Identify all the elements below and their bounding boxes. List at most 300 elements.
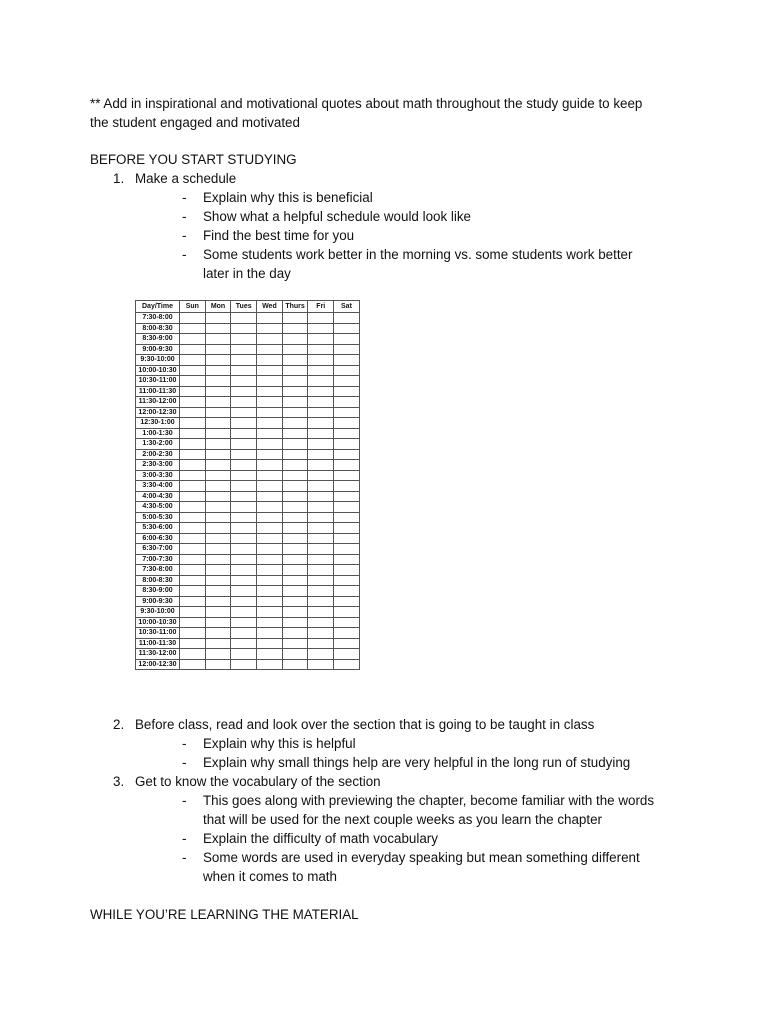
schedule-empty-cell [308, 407, 334, 418]
schedule-empty-cell [205, 376, 231, 387]
schedule-empty-cell [205, 649, 231, 660]
schedule-time-cell: 4:00-4:30 [136, 491, 180, 502]
bullet-dash: - [182, 190, 187, 205]
item-1-bullet-4-cont: later in the day [203, 266, 291, 281]
schedule-empty-cell [257, 502, 283, 513]
schedule-empty-cell [308, 649, 334, 660]
schedule-empty-cell [231, 397, 257, 408]
schedule-time-cell: 6:30-7:00 [136, 544, 180, 555]
schedule-empty-cell [257, 428, 283, 439]
schedule-empty-cell [257, 323, 283, 334]
schedule-empty-cell [282, 365, 308, 376]
schedule-time-cell: 11:30-12:00 [136, 397, 180, 408]
schedule-empty-cell [180, 544, 206, 555]
schedule-empty-cell [180, 502, 206, 513]
schedule-time-cell: 9:30-10:00 [136, 355, 180, 366]
schedule-header-cell: Mon [205, 301, 231, 313]
schedule-empty-cell [180, 460, 206, 471]
schedule-empty-cell [282, 607, 308, 618]
schedule-empty-cell [257, 617, 283, 628]
schedule-empty-cell [308, 313, 334, 324]
schedule-empty-cell [308, 323, 334, 334]
schedule-empty-cell [180, 533, 206, 544]
table-row [136, 575, 360, 586]
table-row [136, 323, 360, 334]
schedule-empty-cell [334, 491, 360, 502]
schedule-header-cell: Day/Time [136, 301, 180, 313]
schedule-empty-cell [231, 544, 257, 555]
schedule-empty-cell [308, 512, 334, 523]
table-row [136, 596, 360, 607]
schedule-time-cell: 8:30-9:00 [136, 334, 180, 345]
schedule-empty-cell [308, 544, 334, 555]
schedule-empty-cell [282, 376, 308, 387]
schedule-time-cell: 1:00-1:30 [136, 428, 180, 439]
table-row [136, 397, 360, 408]
schedule-empty-cell [308, 365, 334, 376]
table-row [136, 491, 360, 502]
schedule-empty-cell [282, 659, 308, 670]
schedule-time-cell: 1:30-2:00 [136, 439, 180, 450]
schedule-empty-cell [334, 313, 360, 324]
schedule-time-cell: 7:30-8:00 [136, 565, 180, 576]
schedule-empty-cell [205, 407, 231, 418]
schedule-empty-cell [205, 512, 231, 523]
item-3-bullet-3-cont: when it comes to math [203, 869, 337, 884]
schedule-empty-cell [334, 659, 360, 670]
schedule-empty-cell [180, 365, 206, 376]
schedule-time-cell: 8:00-8:30 [136, 323, 180, 334]
schedule-empty-cell [308, 481, 334, 492]
schedule-empty-cell [257, 565, 283, 576]
schedule-empty-cell [205, 533, 231, 544]
schedule-empty-cell [282, 481, 308, 492]
schedule-empty-cell [334, 344, 360, 355]
schedule-empty-cell [205, 344, 231, 355]
schedule-empty-cell [308, 575, 334, 586]
schedule-empty-cell [180, 554, 206, 565]
schedule-empty-cell [180, 596, 206, 607]
schedule-empty-cell [334, 544, 360, 555]
schedule-empty-cell [257, 523, 283, 534]
schedule-empty-cell [231, 596, 257, 607]
schedule-empty-cell [205, 460, 231, 471]
schedule-time-cell: 12:30-1:00 [136, 418, 180, 429]
schedule-time-cell: 9:00-9:30 [136, 344, 180, 355]
schedule-empty-cell [231, 407, 257, 418]
schedule-empty-cell [334, 334, 360, 345]
table-row [136, 659, 360, 670]
schedule-empty-cell [205, 355, 231, 366]
schedule-empty-cell [180, 334, 206, 345]
schedule-empty-cell [180, 344, 206, 355]
schedule-empty-cell [282, 313, 308, 324]
table-row [136, 470, 360, 481]
schedule-empty-cell [231, 502, 257, 513]
schedule-empty-cell [334, 628, 360, 639]
item-2-bullet-2: Explain why small things help are very helpful in the long run of studying [203, 755, 631, 770]
schedule-empty-cell [334, 460, 360, 471]
schedule-empty-cell [180, 659, 206, 670]
schedule-empty-cell [180, 481, 206, 492]
item-1-bullet-1: Explain why this is beneficial [203, 190, 373, 205]
schedule-empty-cell [282, 323, 308, 334]
schedule-empty-cell [205, 554, 231, 565]
bullet-dash: - [182, 831, 187, 846]
schedule-empty-cell [282, 386, 308, 397]
schedule-empty-cell [205, 565, 231, 576]
table-row [136, 554, 360, 565]
schedule-empty-cell [231, 586, 257, 597]
schedule-empty-cell [180, 428, 206, 439]
schedule-time-cell: 2:00-2:30 [136, 449, 180, 460]
table-row [136, 386, 360, 397]
schedule-empty-cell [282, 502, 308, 513]
schedule-header-cell: Sun [180, 301, 206, 313]
schedule-time-cell: 11:00-11:30 [136, 386, 180, 397]
schedule-empty-cell [257, 575, 283, 586]
schedule-empty-cell [257, 449, 283, 460]
schedule-time-cell: 8:00-8:30 [136, 575, 180, 586]
table-row [136, 439, 360, 450]
schedule-empty-cell [180, 649, 206, 660]
schedule-empty-cell [308, 428, 334, 439]
item-2-bullet-1: Explain why this is helpful [203, 736, 356, 751]
schedule-empty-cell [180, 449, 206, 460]
schedule-empty-cell [334, 512, 360, 523]
schedule-empty-cell [308, 397, 334, 408]
schedule-empty-cell [334, 407, 360, 418]
schedule-empty-cell [308, 502, 334, 513]
schedule-empty-cell [282, 523, 308, 534]
schedule-empty-cell [231, 323, 257, 334]
schedule-empty-cell [257, 355, 283, 366]
schedule-empty-cell [257, 544, 283, 555]
bullet-dash: - [182, 247, 187, 262]
schedule-time-cell: 7:00-7:30 [136, 554, 180, 565]
schedule-empty-cell [231, 376, 257, 387]
table-row [136, 334, 360, 345]
schedule-empty-cell [308, 376, 334, 387]
schedule-time-cell: 11:00-11:30 [136, 638, 180, 649]
schedule-empty-cell [334, 323, 360, 334]
intro-line-2: the student engaged and motivated [90, 115, 300, 130]
schedule-empty-cell [257, 481, 283, 492]
schedule-empty-cell [231, 365, 257, 376]
section-heading-before-studying: BEFORE YOU START STUDYING [90, 152, 297, 167]
schedule-empty-cell [180, 313, 206, 324]
schedule-empty-cell [257, 649, 283, 660]
schedule-empty-cell [282, 428, 308, 439]
item-1-bullet-4: Some students work better in the morning vs. some students work better [203, 247, 633, 262]
schedule-empty-cell [334, 554, 360, 565]
schedule-empty-cell [282, 586, 308, 597]
schedule-empty-cell [180, 386, 206, 397]
table-row [136, 344, 360, 355]
schedule-empty-cell [282, 596, 308, 607]
schedule-empty-cell [308, 565, 334, 576]
table-row [136, 649, 360, 660]
schedule-header-cell: Thurs [282, 301, 308, 313]
schedule-empty-cell [308, 628, 334, 639]
schedule-empty-cell [308, 523, 334, 534]
schedule-empty-cell [205, 323, 231, 334]
table-row [136, 376, 360, 387]
table-row [136, 523, 360, 534]
schedule-empty-cell [180, 397, 206, 408]
schedule-time-cell: 10:00-10:30 [136, 365, 180, 376]
schedule-empty-cell [231, 344, 257, 355]
schedule-empty-cell [257, 376, 283, 387]
schedule-empty-cell [205, 428, 231, 439]
schedule-empty-cell [282, 334, 308, 345]
schedule-empty-cell [334, 397, 360, 408]
schedule-empty-cell [334, 481, 360, 492]
item-3-text: Get to know the vocabulary of the section [135, 774, 381, 789]
schedule-empty-cell [205, 449, 231, 460]
schedule-empty-cell [180, 575, 206, 586]
schedule-empty-cell [257, 344, 283, 355]
schedule-empty-cell [180, 491, 206, 502]
schedule-header-cell: Wed [257, 301, 283, 313]
schedule-empty-cell [231, 428, 257, 439]
schedule-empty-cell [205, 502, 231, 513]
schedule-empty-cell [308, 470, 334, 481]
table-row [136, 628, 360, 639]
schedule-time-cell: 8:30-9:00 [136, 586, 180, 597]
schedule-empty-cell [231, 533, 257, 544]
item-3-bullet-2: Explain the difficulty of math vocabulary [203, 831, 438, 846]
schedule-empty-cell [180, 407, 206, 418]
schedule-time-cell: 11:30-12:00 [136, 649, 180, 660]
schedule-empty-cell [334, 428, 360, 439]
schedule-empty-cell [308, 334, 334, 345]
schedule-empty-cell [231, 575, 257, 586]
intro-line-1: ** Add in inspirational and motivational quotes about math throughout the study guide to keep [90, 96, 643, 111]
schedule-empty-cell [282, 554, 308, 565]
schedule-empty-cell [205, 607, 231, 618]
schedule-time-cell: 9:30-10:00 [136, 607, 180, 618]
schedule-empty-cell [231, 649, 257, 660]
schedule-empty-cell [180, 470, 206, 481]
schedule-empty-cell [180, 638, 206, 649]
table-row [136, 638, 360, 649]
schedule-empty-cell [334, 502, 360, 513]
schedule-empty-cell [282, 628, 308, 639]
schedule-time-cell: 12:00-12:30 [136, 659, 180, 670]
schedule-empty-cell [180, 586, 206, 597]
schedule-empty-cell [231, 554, 257, 565]
bullet-dash: - [182, 850, 187, 865]
schedule-empty-cell [205, 491, 231, 502]
schedule-empty-cell [334, 449, 360, 460]
schedule-empty-cell [334, 533, 360, 544]
schedule-empty-cell [257, 596, 283, 607]
schedule-empty-cell [231, 313, 257, 324]
schedule-empty-cell [334, 575, 360, 586]
schedule-empty-cell [282, 418, 308, 429]
schedule-time-cell: 12:00-12:30 [136, 407, 180, 418]
schedule-empty-cell [282, 449, 308, 460]
schedule-empty-cell [180, 607, 206, 618]
schedule-empty-cell [231, 607, 257, 618]
schedule-empty-cell [334, 386, 360, 397]
schedule-empty-cell [308, 449, 334, 460]
schedule-empty-cell [205, 470, 231, 481]
schedule-empty-cell [257, 397, 283, 408]
schedule-empty-cell [231, 628, 257, 639]
schedule-empty-cell [308, 554, 334, 565]
schedule-empty-cell [257, 334, 283, 345]
schedule-empty-cell [334, 617, 360, 628]
schedule-time-cell: 7:30-8:00 [136, 313, 180, 324]
schedule-empty-cell [205, 638, 231, 649]
schedule-empty-cell [180, 418, 206, 429]
table-row [136, 586, 360, 597]
schedule-empty-cell [282, 512, 308, 523]
schedule-empty-cell [282, 397, 308, 408]
schedule-empty-cell [334, 607, 360, 618]
schedule-empty-cell [180, 376, 206, 387]
schedule-time-cell: 10:30-11:00 [136, 628, 180, 639]
schedule-empty-cell [205, 586, 231, 597]
schedule-empty-cell [334, 355, 360, 366]
schedule-empty-cell [205, 596, 231, 607]
schedule-empty-cell [334, 565, 360, 576]
schedule-time-cell: 3:00-3:30 [136, 470, 180, 481]
schedule-empty-cell [205, 628, 231, 639]
schedule-empty-cell [334, 418, 360, 429]
schedule-empty-cell [180, 355, 206, 366]
schedule-empty-cell [205, 365, 231, 376]
schedule-empty-cell [282, 617, 308, 628]
schedule-header-cell: Tues [231, 301, 257, 313]
table-row [136, 617, 360, 628]
table-row [136, 313, 360, 324]
table-row [136, 428, 360, 439]
item-3-bullet-1-cont: that will be used for the next couple weeks as you learn the chapter [203, 812, 602, 827]
schedule-empty-cell [231, 386, 257, 397]
schedule-empty-cell [231, 659, 257, 670]
schedule-empty-cell [334, 470, 360, 481]
schedule-empty-cell [205, 386, 231, 397]
schedule-empty-cell [231, 355, 257, 366]
schedule-empty-cell [205, 439, 231, 450]
schedule-empty-cell [205, 334, 231, 345]
schedule-empty-cell [180, 617, 206, 628]
schedule-time-cell: 9:00-9:30 [136, 596, 180, 607]
item-2-text: Before class, read and look over the section that is going to be taught in class [135, 717, 595, 732]
table-row [136, 544, 360, 555]
schedule-empty-cell [282, 491, 308, 502]
schedule-empty-cell [282, 407, 308, 418]
schedule-empty-cell [257, 460, 283, 471]
schedule-empty-cell [308, 344, 334, 355]
schedule-empty-cell [308, 355, 334, 366]
schedule-time-cell: 6:00-6:30 [136, 533, 180, 544]
schedule-empty-cell [334, 439, 360, 450]
schedule-empty-cell [257, 512, 283, 523]
schedule-empty-cell [334, 365, 360, 376]
table-row [136, 533, 360, 544]
schedule-empty-cell [282, 638, 308, 649]
item-2-number: 2. [113, 717, 125, 732]
schedule-header-row [136, 301, 360, 313]
table-row [136, 355, 360, 366]
schedule-empty-cell [308, 533, 334, 544]
schedule-empty-cell [308, 638, 334, 649]
table-row [136, 512, 360, 523]
schedule-empty-cell [180, 523, 206, 534]
item-1-number: 1. [113, 171, 125, 186]
schedule-empty-cell [231, 334, 257, 345]
schedule-time-cell: 2:30-3:00 [136, 460, 180, 471]
schedule-empty-cell [334, 523, 360, 534]
item-1-bullet-3: Find the best time for you [203, 228, 355, 243]
schedule-empty-cell [308, 491, 334, 502]
schedule-time-cell: 3:30-4:00 [136, 481, 180, 492]
table-row [136, 607, 360, 618]
schedule-empty-cell [334, 638, 360, 649]
schedule-empty-cell [180, 565, 206, 576]
schedule-empty-cell [308, 418, 334, 429]
schedule-empty-cell [231, 512, 257, 523]
schedule-empty-cell [282, 565, 308, 576]
schedule-empty-cell [334, 586, 360, 597]
schedule-empty-cell [205, 617, 231, 628]
item-1-text: Make a schedule [135, 171, 237, 186]
schedule-empty-cell [308, 386, 334, 397]
table-row [136, 365, 360, 376]
table-row [136, 449, 360, 460]
table-row [136, 502, 360, 513]
schedule-empty-cell [308, 439, 334, 450]
schedule-empty-cell [308, 659, 334, 670]
schedule-empty-cell [282, 575, 308, 586]
schedule-empty-cell [205, 659, 231, 670]
table-row [136, 565, 360, 576]
schedule-time-cell: 10:30-11:00 [136, 376, 180, 387]
schedule-empty-cell [231, 638, 257, 649]
schedule-empty-cell [257, 586, 283, 597]
schedule-empty-cell [282, 439, 308, 450]
schedule-time-cell: 10:00-10:30 [136, 617, 180, 628]
schedule-empty-cell [257, 628, 283, 639]
item-3-number: 3. [113, 774, 125, 789]
schedule-empty-cell [282, 344, 308, 355]
schedule-empty-cell [257, 407, 283, 418]
schedule-empty-cell [231, 481, 257, 492]
schedule-empty-cell [308, 596, 334, 607]
schedule-empty-cell [231, 617, 257, 628]
schedule-empty-cell [257, 386, 283, 397]
schedule-empty-cell [257, 418, 283, 429]
schedule-empty-cell [282, 649, 308, 660]
weekly-schedule-table [135, 300, 359, 678]
bullet-dash: - [182, 209, 187, 224]
schedule-empty-cell [334, 649, 360, 660]
schedule-empty-cell [257, 470, 283, 481]
schedule-time-cell: 5:30-6:00 [136, 523, 180, 534]
bullet-dash: - [182, 736, 187, 751]
item-3-bullet-3: Some words are used in everyday speaking but mean something different [203, 850, 640, 865]
schedule-empty-cell [231, 439, 257, 450]
schedule-empty-cell [257, 439, 283, 450]
schedule-empty-cell [205, 397, 231, 408]
schedule-time-cell: 5:00-5:30 [136, 512, 180, 523]
schedule-header-cell: Fri [308, 301, 334, 313]
schedule-empty-cell [180, 628, 206, 639]
